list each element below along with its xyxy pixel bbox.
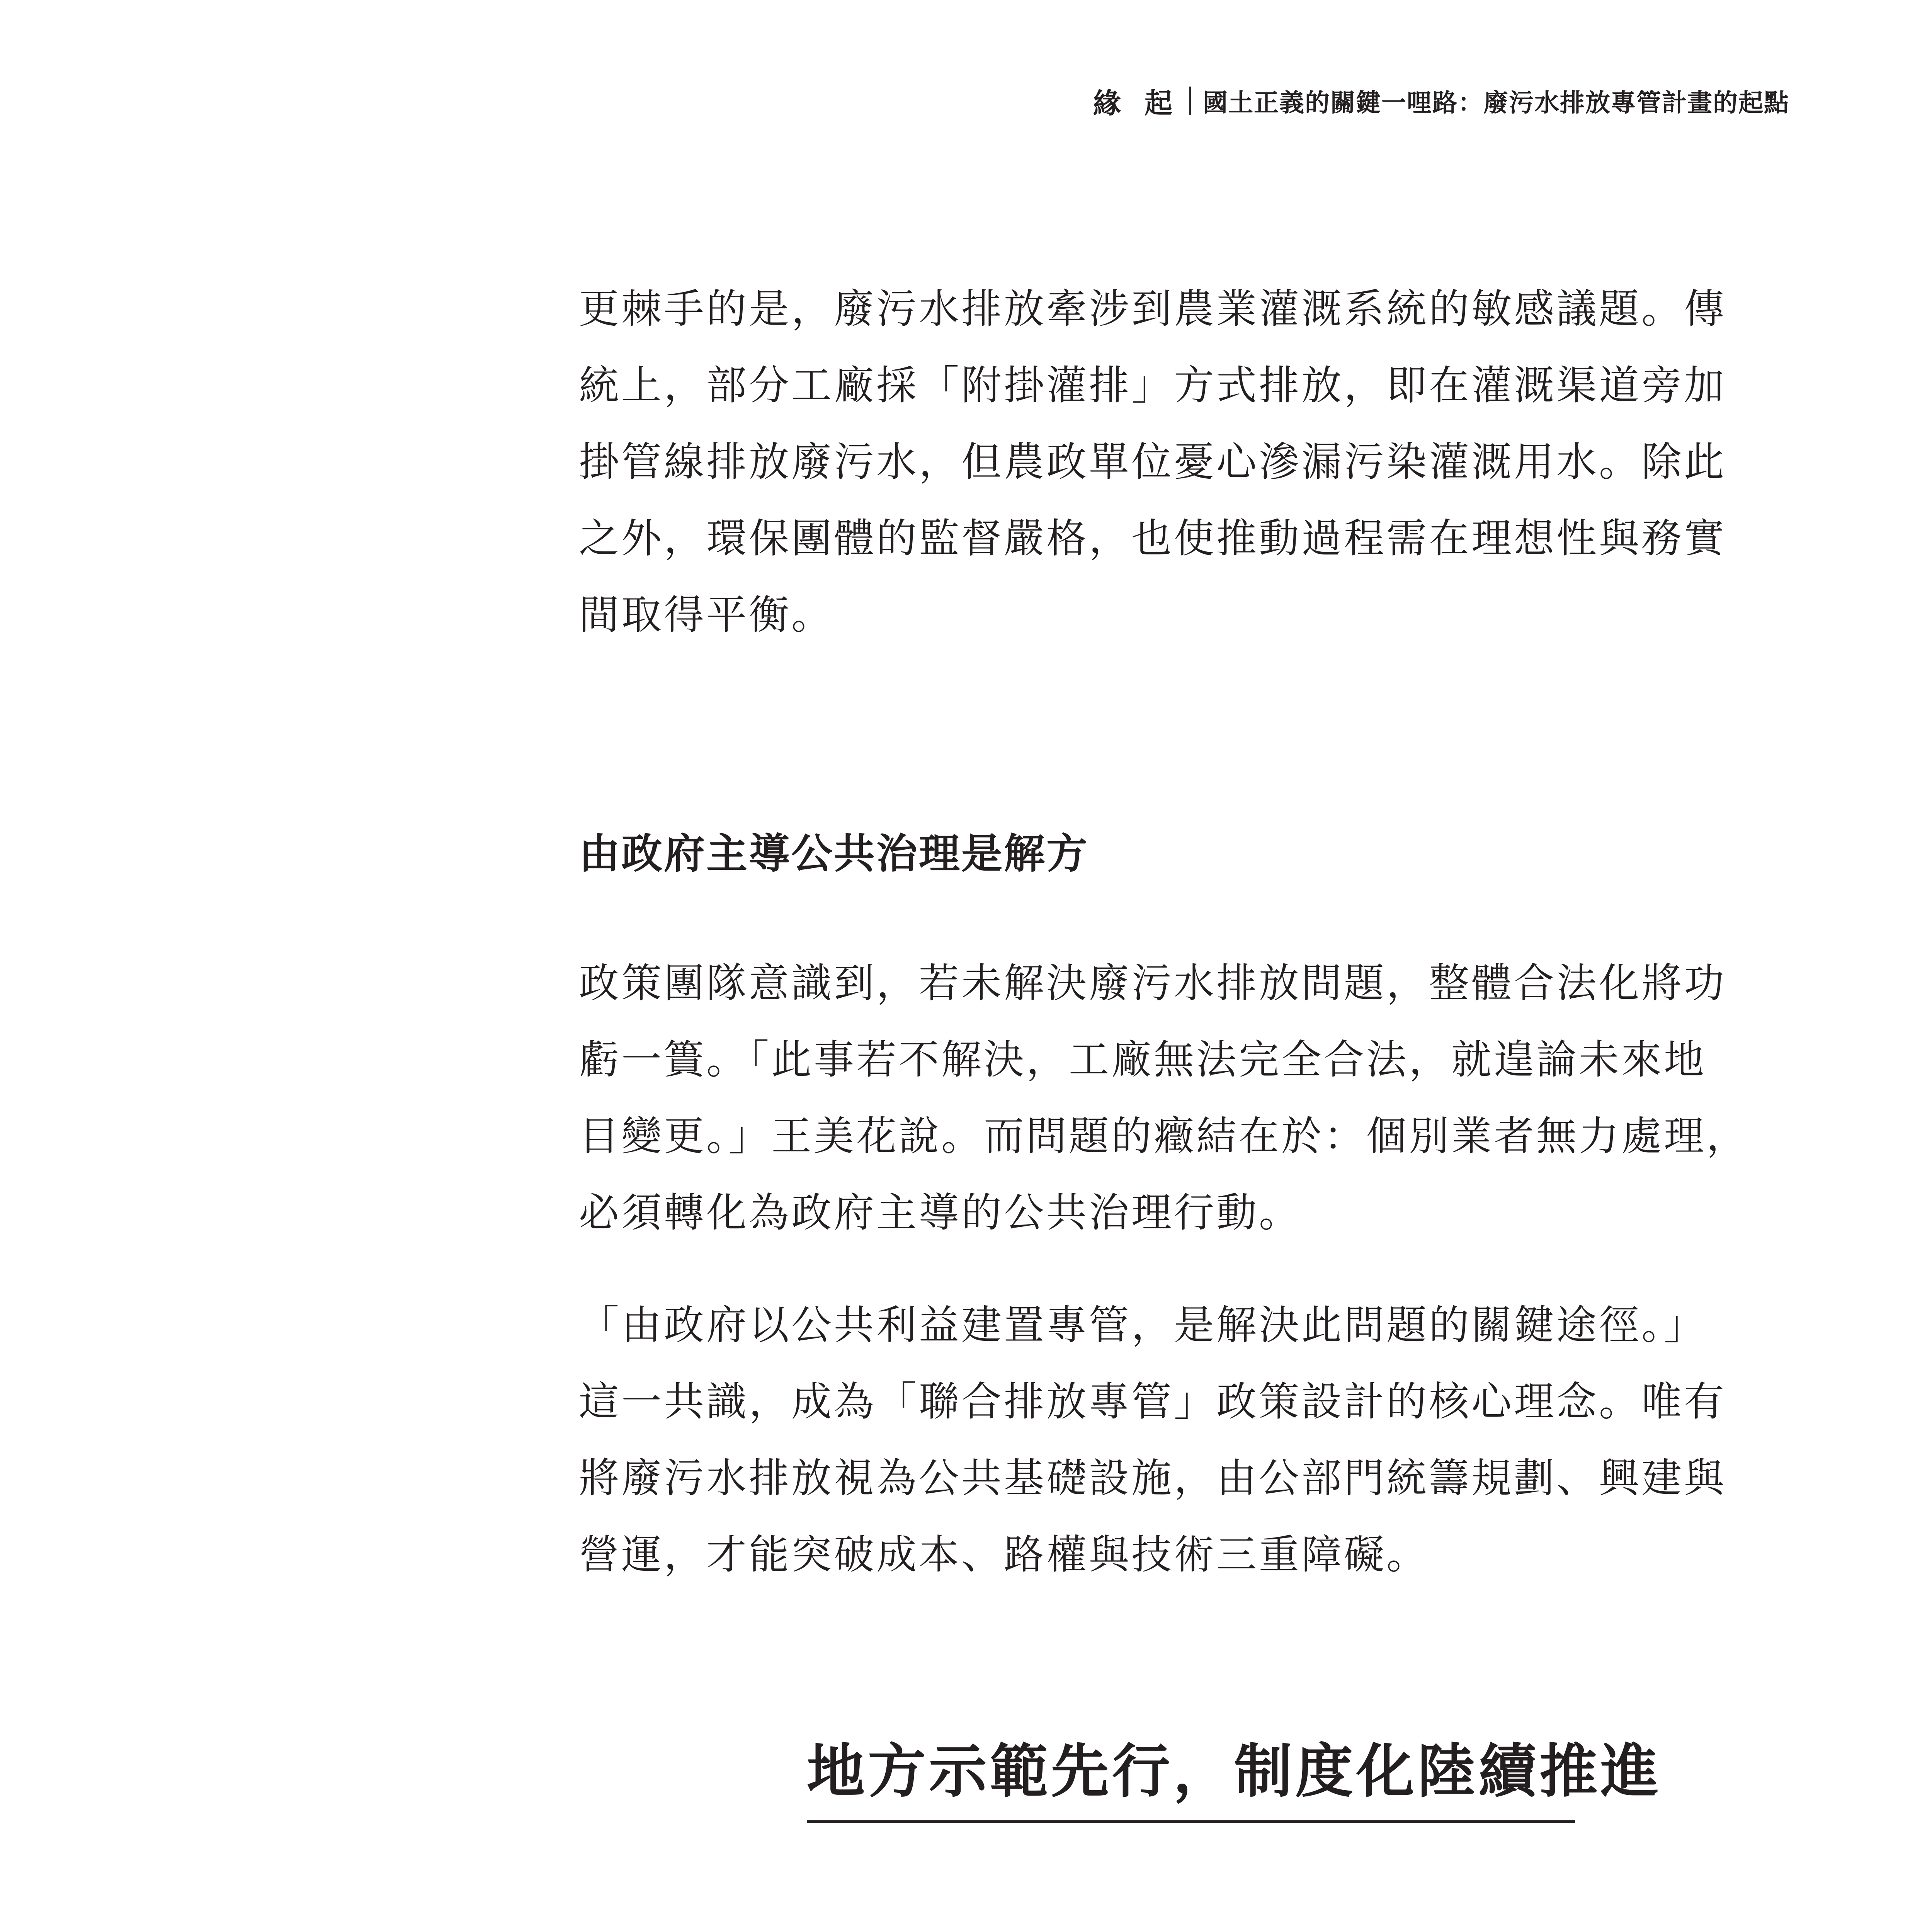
header-divider [1189, 87, 1191, 115]
paragraph-body [579, 1287, 1796, 1593]
section-title [807, 1737, 1662, 1823]
text-line: 將廢污水排放視為公共基礎設施，由公部門統籌規劃、興建與 [579, 1454, 1727, 1502]
section-title-underline [807, 1820, 1575, 1823]
subheading: 由政府主導公共治理是解方 [579, 830, 1089, 878]
header-chapter-title: 國土正義的關鍵一哩路：廢污水排放專管計畫的起點 [1203, 89, 1789, 117]
text-line: 目變更。」王美花說。而問題的癥結在於：個別業者無力處理， [579, 1112, 1749, 1160]
paragraph-body [579, 945, 1796, 1251]
text-line: 統上，部分工廠採「附掛灌排」方式排放，即在灌溉渠道旁加 [579, 362, 1727, 409]
paragraph-body [579, 270, 1796, 653]
text-line: 政策團隊意識到，若未解決廢污水排放問題，整體合法化將功 [579, 959, 1727, 1007]
text-line: 虧一簣。「此事若不解決，工廠無法完全合法，就遑論未來地 [579, 1036, 1707, 1083]
text-line: 營運，才能突破成本、路權與技術三重障礙。 [579, 1531, 1429, 1578]
running-header [1093, 76, 1789, 126]
text-line: 必須轉化為政府主導的公共治理行動。 [579, 1189, 1302, 1236]
section-title-text: 地方示範先行，制度化陸續推進 [807, 1738, 1662, 1805]
paragraph-1 [579, 270, 1796, 653]
paragraph-2 [579, 945, 1796, 1251]
text-line: 掛管線排放廢污水，但農政單位憂心滲漏污染灌溉用水。除此 [579, 438, 1727, 485]
text-line: 間取得平衡。 [579, 591, 834, 638]
header-section-label: 緣 起 [1093, 87, 1179, 119]
text-line: 之外，環保團體的監督嚴格，也使推動過程需在理想性與務實 [579, 515, 1727, 562]
text-line: 更棘手的是，廢污水排放牽涉到農業灌溉系統的敏感議題。傳 [579, 285, 1727, 332]
text-line: 「由政府以公共利益建置專管，是解決此問題的關鍵途徑。」 [579, 1301, 1707, 1349]
text-line: 這一共識，成為「聯合排放專管」政策設計的核心理念。唯有 [579, 1378, 1727, 1425]
paragraph-3 [579, 1287, 1796, 1593]
